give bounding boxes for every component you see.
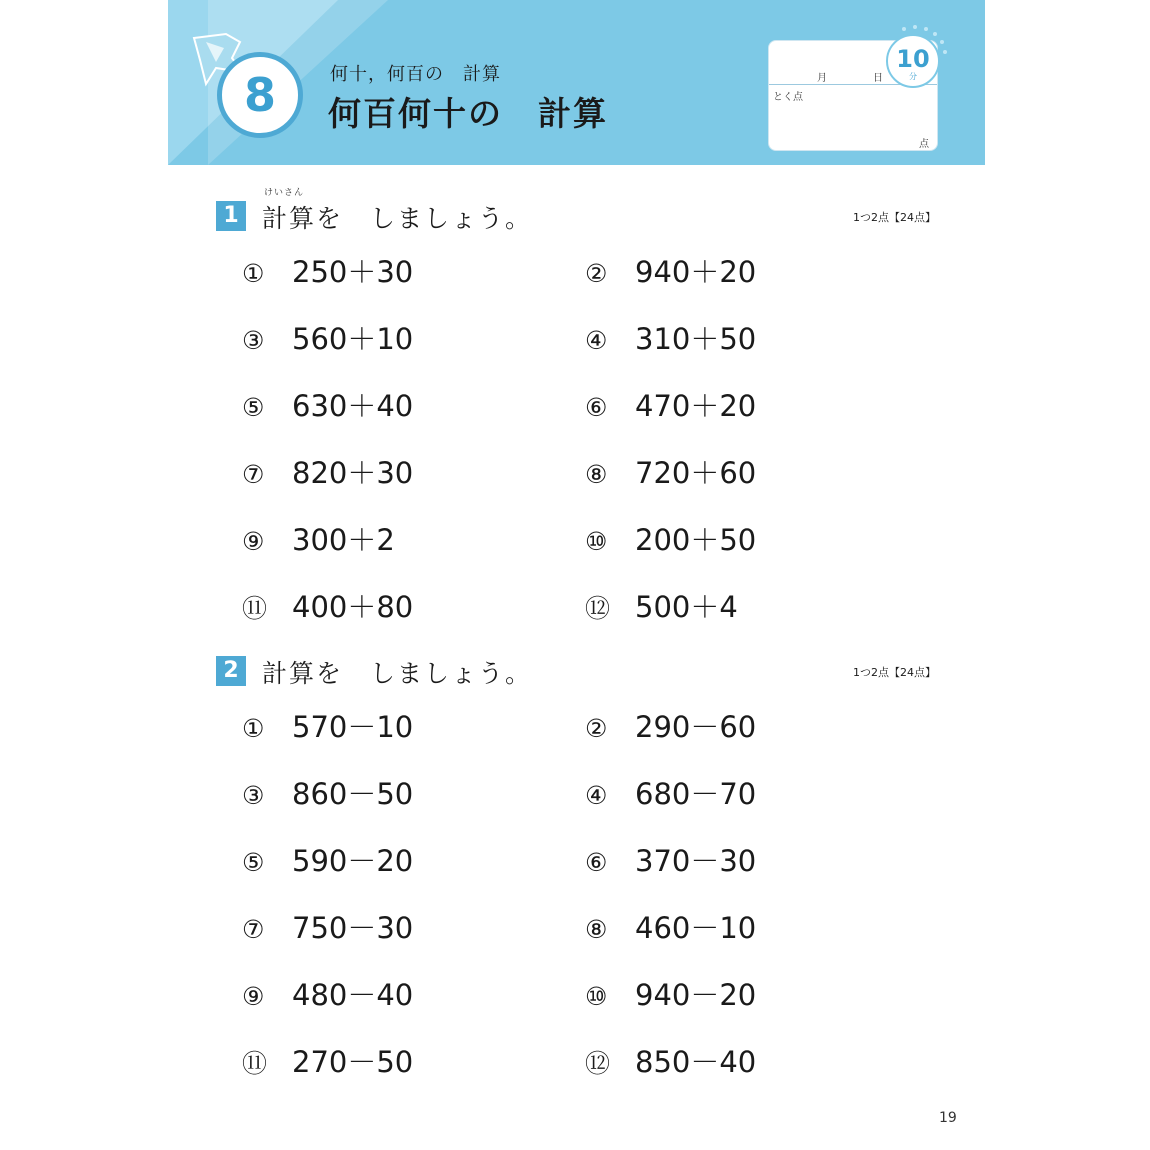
problem-item: ⑨ 480－40 (242, 978, 414, 1012)
problem-item: ② 940＋20 (585, 255, 757, 289)
score-label: とく点 (773, 92, 803, 103)
problem-item: ⑪ 400＋80 (242, 590, 414, 624)
problem-item: ③ 560＋10 (242, 322, 414, 356)
problem-item: ④ 310＋50 (585, 322, 757, 356)
section1-number: 1 (216, 201, 246, 231)
unit-number-badge (217, 52, 303, 138)
section1-instruction: 計算を しましょう。 (262, 204, 533, 233)
problem-item: ① 250＋30 (242, 255, 414, 289)
section1-points: 1つ2点【24点】 (853, 211, 936, 224)
problem-item: ⑤ 630＋40 (242, 389, 414, 423)
score-unit: 点 (919, 139, 929, 150)
section1-header (216, 188, 936, 233)
goal-time-circle (886, 34, 940, 88)
problem-item: ① 570－10 (242, 710, 414, 744)
problem-item: ⑥ 370－30 (585, 844, 757, 878)
page-number: 19 (939, 1110, 957, 1126)
problem-item: ⑨ 300＋2 (242, 523, 395, 557)
day-label: 日 (873, 73, 883, 84)
page-title: 何百何十の 計算 (328, 94, 608, 133)
section2-points: 1つ2点【24点】 (853, 666, 936, 679)
problem-item: ⑫ 850－40 (585, 1045, 757, 1079)
problem-item: ④ 680－70 (585, 777, 757, 811)
problem-item: ⑧ 720＋60 (585, 456, 757, 490)
problem-item: ⑩ 940－20 (585, 978, 757, 1012)
problem-item: ⑧ 460－10 (585, 911, 757, 945)
problem-item: ⑩ 200＋50 (585, 523, 757, 557)
header-band (168, 0, 985, 165)
problem-item: ⑫ 500＋4 (585, 590, 738, 624)
problem-item: ⑤ 590－20 (242, 844, 414, 878)
problem-item: ③ 860－50 (242, 777, 414, 811)
unit-number: 8 (243, 68, 276, 122)
section2-header (216, 654, 936, 688)
problem-item: ⑦ 750－30 (242, 911, 414, 945)
problem-item: ② 290－60 (585, 710, 757, 744)
problem-item: ⑪ 270－50 (242, 1045, 414, 1079)
worksheet-page (168, 0, 985, 1150)
section2-number: 2 (216, 656, 246, 686)
goal-minutes: 10 (896, 45, 930, 73)
section2-instruction: 計算を しましょう。 (262, 659, 533, 688)
goal-unit: 分 (909, 72, 917, 81)
problem-item: ⑦ 820＋30 (242, 456, 414, 490)
section1-ruby: けいさん (264, 188, 305, 198)
problem-item: ⑥ 470＋20 (585, 389, 757, 423)
unit-subtitle: 何十，何百の 計算 (330, 64, 501, 85)
month-label: 月 (817, 73, 827, 84)
